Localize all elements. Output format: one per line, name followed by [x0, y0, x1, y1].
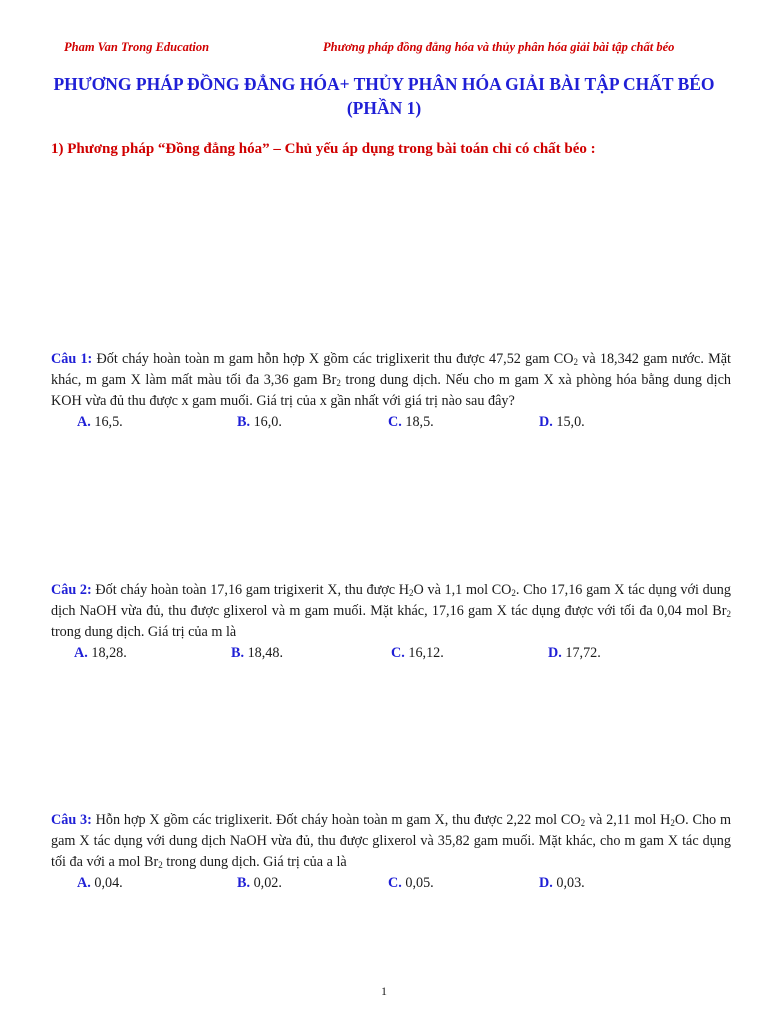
question-text: O và 1,1 mol CO — [413, 582, 512, 598]
answer-options — [51, 412, 731, 433]
answer-letter: A. — [77, 414, 91, 430]
question-text: Đốt cháy hoàn toàn 17,16 gam trigixerit X, thu được H — [91, 582, 410, 598]
subscript: 2 — [573, 357, 578, 367]
answer-letter: A. — [74, 645, 88, 661]
answer-letter: C. — [388, 414, 402, 430]
subscript: 2 — [158, 860, 163, 870]
question-2 — [51, 580, 731, 664]
question-text: và 2,11 mol H — [585, 812, 671, 828]
section-heading: 1) Phương pháp “Đồng đẳng hóa” – Chủ yếu áp dụng trong bài toán chỉ có chất béo : — [51, 141, 596, 157]
question-text: và 18,342 gam nước. Mặt khác, m gam X làm mất màu tối đa 3,36 gam Br — [51, 351, 731, 388]
question-text: Hỗn hợp X gồm các triglixerit. Đốt cháy hoàn toàn m gam X, thu được 2,22 mol CO — [91, 812, 581, 828]
question-3 — [51, 810, 731, 894]
question-text: O. Cho m gam X tác dụng với dung dịch NaOH vừa đủ, thu được glixerol và 35,82 gam muối. Mặt khác, cho m gam X tác dụng tối đa với a mol Br — [51, 812, 731, 870]
question-text: Đốt cháy hoàn toàn m gam hỗn hợp X gồm các triglixerit thu được 47,52 gam CO — [92, 351, 574, 367]
header-topic: Phương pháp đồng đẳng hóa và thủy phân hóa giải bài tập chất béo — [323, 40, 675, 54]
answer-b — [237, 412, 282, 433]
answer-value: 0,05. — [401, 875, 434, 891]
answer-letter: B. — [237, 414, 251, 430]
answer-value: 17,72. — [561, 645, 601, 661]
title-line-1: PHƯƠNG PHÁP ĐỒNG ĐẲNG HÓA+ THỦY PHÂN HÓA GIẢI BÀI TẬP CHẤT BÉO — [53, 74, 715, 94]
answer-b — [231, 643, 283, 664]
question-text: trong dung dịch. Giá trị của a là — [162, 854, 347, 870]
answer-a — [74, 643, 127, 664]
question-label: Câu 3: — [51, 812, 92, 828]
question-label: Câu 1: — [51, 351, 93, 367]
subscript: 2 — [409, 588, 414, 598]
answer-letter: C. — [391, 645, 405, 661]
answer-letter: A. — [77, 875, 91, 891]
answer-value: 18,48. — [244, 645, 284, 661]
answer-letter: D. — [548, 645, 562, 661]
subscript: 2 — [580, 818, 586, 828]
question-label: Câu 2: — [51, 582, 92, 598]
answer-value: 18,5. — [401, 414, 434, 430]
answer-c — [391, 643, 444, 664]
document-title — [0, 72, 768, 120]
answer-a — [77, 412, 123, 433]
answer-value: 0,03. — [552, 875, 585, 891]
answer-letter: D. — [539, 414, 553, 430]
answer-d — [539, 873, 585, 894]
answer-d — [548, 643, 601, 664]
answer-letter: C. — [388, 875, 402, 891]
answer-value: 0,02. — [250, 875, 282, 891]
page-number: 1 — [381, 984, 387, 998]
answer-value: 16,5. — [90, 414, 123, 430]
answer-a — [77, 873, 123, 894]
answer-value: 16,0. — [250, 414, 282, 430]
answer-b — [237, 873, 282, 894]
answer-value: 18,28. — [87, 645, 127, 661]
answer-value: 16,12. — [404, 645, 444, 661]
subscript: 2 — [670, 818, 675, 828]
answer-options — [51, 643, 731, 664]
subscript: 2 — [726, 609, 731, 619]
question-text: trong dung dịch. Nếu cho m gam X xà phòng hóa bằng dung dịch KOH vừa đủ thu được x gam muối. Giá trị của x gần nhất với giá trị nào sau đây? — [51, 372, 731, 409]
answer-letter: D. — [539, 875, 553, 891]
question-1 — [51, 349, 731, 433]
answer-value: 15,0. — [552, 414, 585, 430]
answer-letter: B. — [237, 875, 251, 891]
question-text: . Cho 17,16 gam X tác dụng với dung dịch NaOH vừa đủ, thu được glixerol và m gam muối. Mặt khác, 17,16 gam X tác dụng được với tối đa 0,04 mol Br — [51, 582, 731, 619]
answer-c — [388, 412, 434, 433]
title-line-2: (PHẦN 1) — [346, 98, 422, 118]
question-text: trong dung dịch. Giá trị của m là — [51, 624, 237, 640]
answer-letter: B. — [231, 645, 245, 661]
subscript: 2 — [511, 588, 516, 598]
answer-options — [51, 873, 731, 894]
subscript: 2 — [336, 378, 341, 388]
answer-c — [388, 873, 434, 894]
header-author: Pham Van Trong Education — [64, 40, 210, 54]
answer-value: 0,04. — [90, 875, 123, 891]
answer-d — [539, 412, 585, 433]
